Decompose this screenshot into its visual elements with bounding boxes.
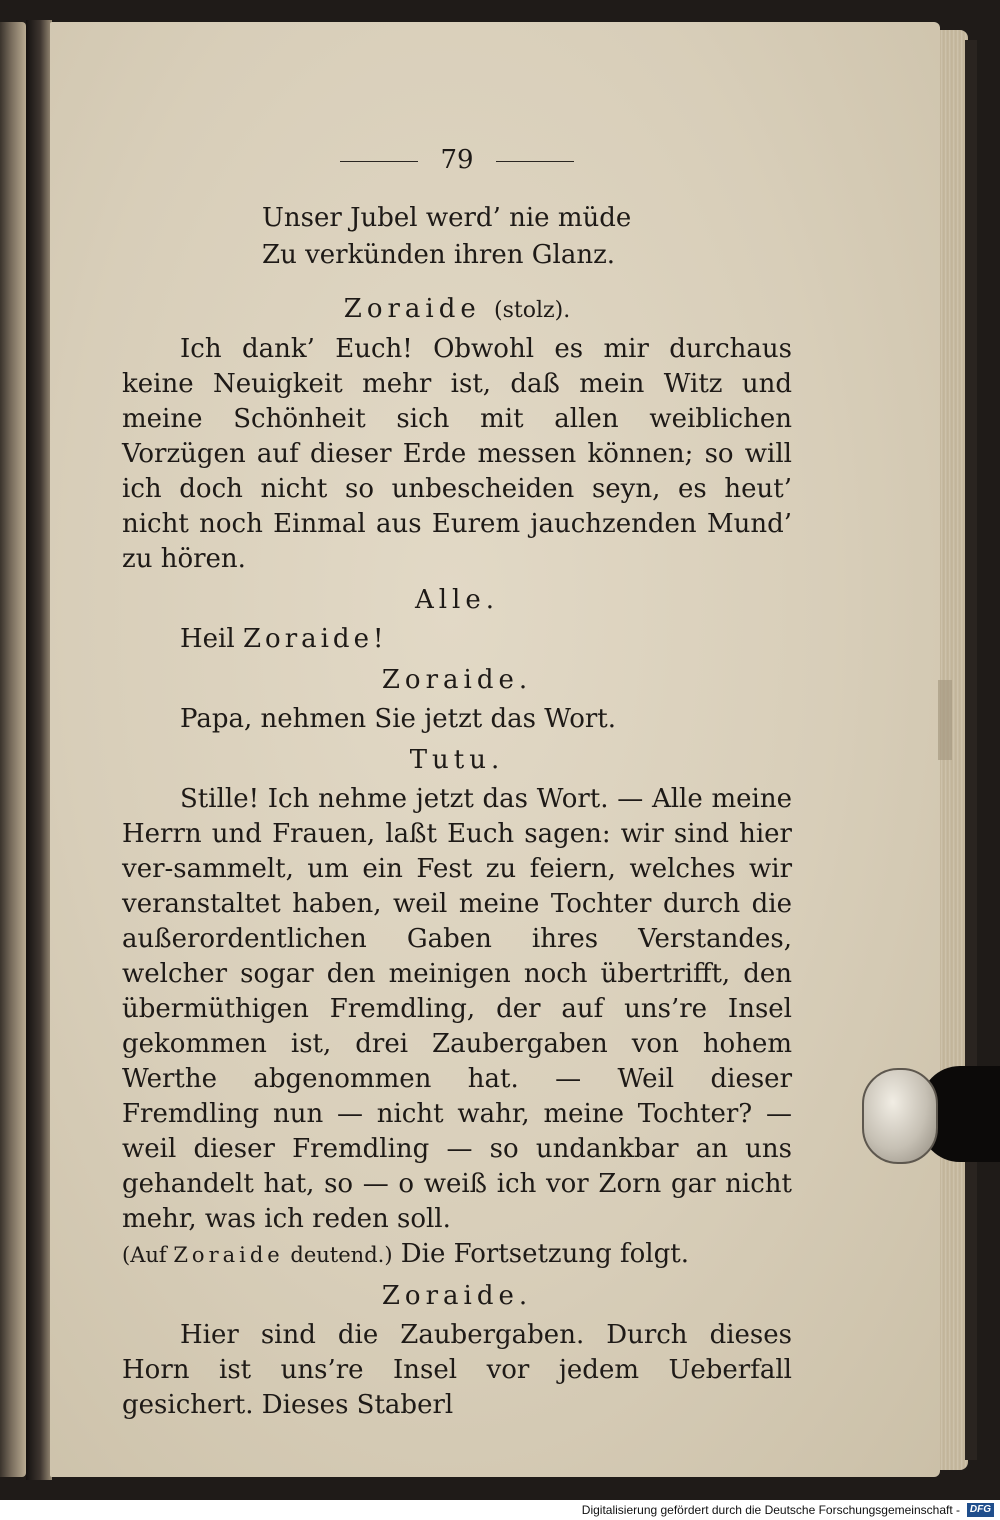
speaker-heading: Tutu. [409, 745, 505, 775]
dialogue-paragraph [122, 622, 792, 657]
stage-direction: (Auf [122, 1243, 174, 1267]
page-edge-mark [938, 680, 952, 760]
dialogue-paragraph: Hier sind die Zaubergaben. Durch dieses Horn ist uns’re Insel vor jedem Ueberfall gesichert. Dieses Staberl [122, 1320, 792, 1420]
book-gutter [26, 20, 52, 1480]
dialogue-name: Zoraide [242, 624, 373, 654]
dialogue-text: ! [372, 624, 384, 654]
dialogue-text: Stille! Ich nehme jetzt das Wort. — Alle meine Herrn und Frauen, laßt Euch sagen: wir sind hier ver-sammelt, um ein Fest zu feiern, welches wir veranstaltet haben, weil meine Tochter durch die außerordentlichen Gaben ihres Verstandes, welcher sogar den meinigen noch übertrifft, den übermüthigen Fremdling, der auf uns’re Insel gekommen ist, drei Zaubergaben von hohem Werthe abgenommen hat. — Weil dieser Fremdling nun — nicht wahr, meine Tochter? — weil dieser Fremdling — so undankbar an uns gehandelt hat, so — o weiß ich vor Zorn gar nicht mehr, was ich reden soll. [122, 784, 792, 1234]
cover-edge [965, 40, 977, 1460]
speaker-heading: Zoraide. [381, 665, 533, 695]
speaker-heading [122, 292, 792, 328]
dialogue-text: Die Fortsetzung folgt. [392, 1239, 689, 1269]
footer-bar [0, 1500, 1000, 1520]
previous-page-edge [0, 22, 26, 1477]
speaker-name: Zoraide [343, 294, 481, 324]
footer-credit: Digitalisierung gefördert durch die Deutsche Forschungsgemeinschaft - [581, 1503, 960, 1517]
dialogue-paragraph [122, 782, 792, 1273]
page-holder-clip [862, 1068, 938, 1164]
speaker-heading: Zoraide. [381, 1281, 533, 1311]
header-rule-left [340, 161, 418, 162]
stage-direction-name: Zoraide [173, 1243, 284, 1267]
header-rule-right [496, 161, 574, 162]
verse-line: Zu verkünden ihren Glanz. [262, 240, 616, 270]
stage-direction: (stolz). [494, 298, 571, 323]
dialogue-paragraph: Papa, nehmen Sie jetzt das Wort. [180, 704, 617, 734]
verse-line: Unser Jubel werd’ nie müde [262, 203, 632, 233]
dfg-logo: DFG [967, 1503, 994, 1517]
dialogue-text: Heil [180, 624, 243, 654]
stage-direction: deutend.) [283, 1243, 393, 1267]
page-text [122, 140, 792, 1423]
speaker-heading: Alle. [414, 585, 500, 615]
page-number: 79 [440, 145, 474, 175]
page-header [122, 140, 792, 180]
dialogue-paragraph: Ich dank’ Euch! Obwohl es mir durchaus keine Neuigkeit mehr ist, daß mein Witz und meine Schönheit sich mit allen weiblichen Vorzügen auf dieser Erde messen können; so will ich doch nicht so unbescheiden seyn, es heut’ nicht noch Einmal aus Eurem jauchzenden Mund’ zu hören. [122, 334, 792, 574]
